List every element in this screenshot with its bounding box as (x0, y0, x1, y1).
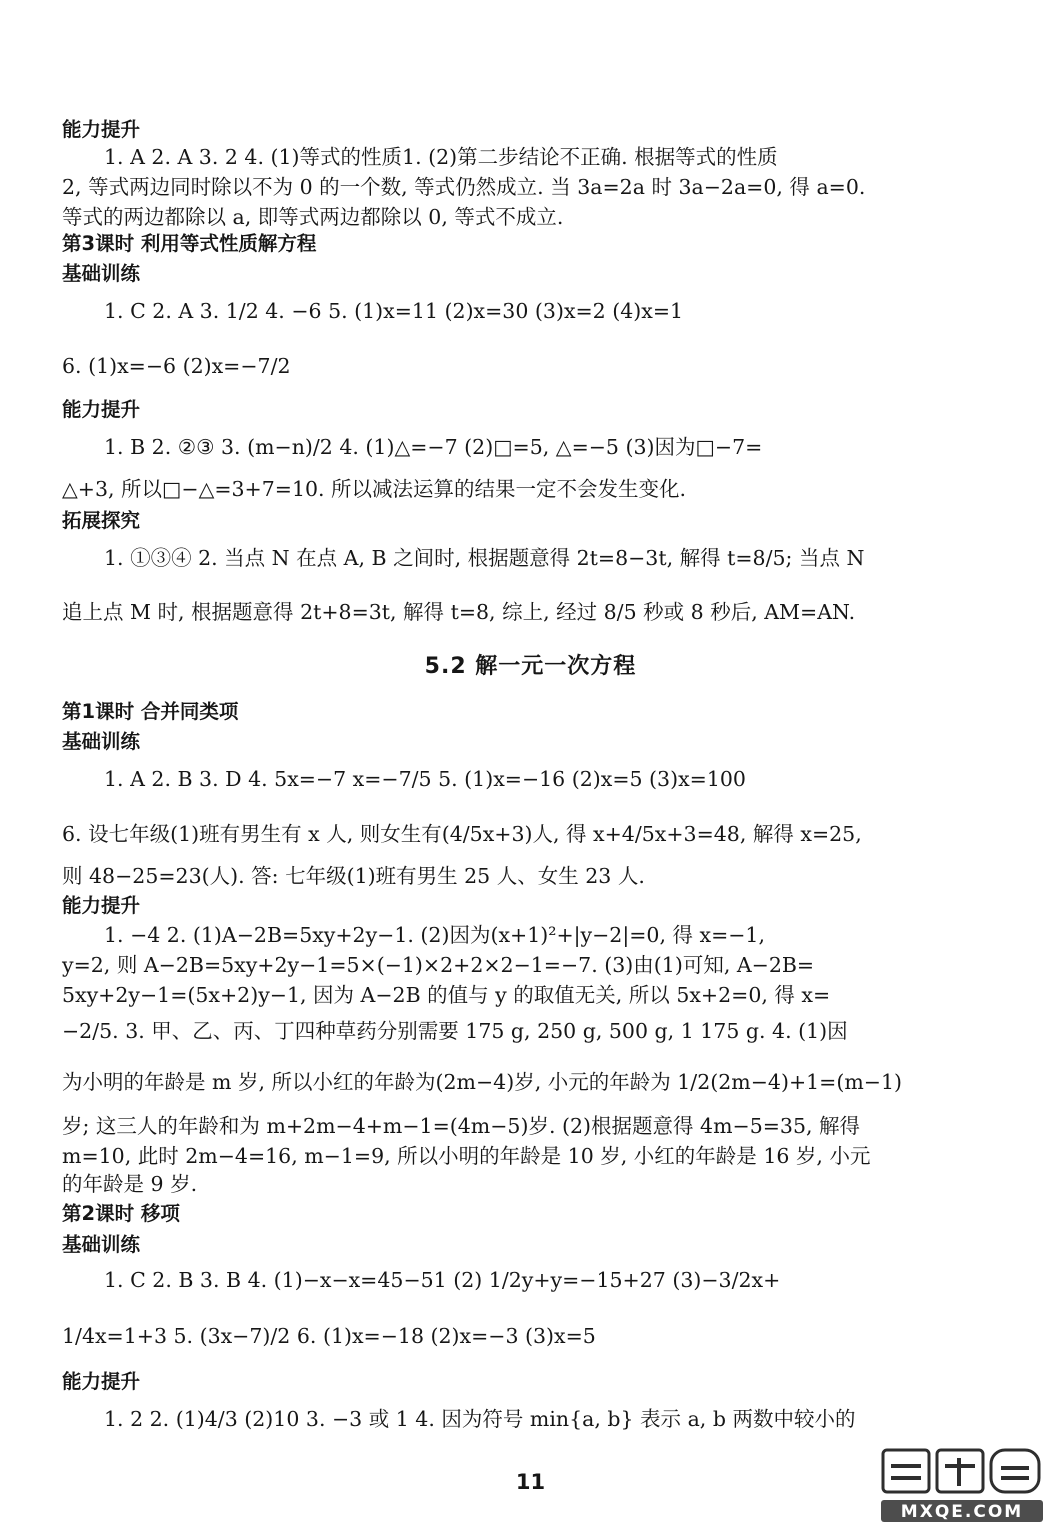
answer-line: 1. C 2. A 3. 1/2 4. −6 5. (1)x=11 (2)x=30 (3)x=2 (4)x=1 (104, 299, 684, 323)
section-heading: 能力提升 (62, 894, 141, 917)
section-heading: 基础训练 (62, 1233, 141, 1256)
section-heading: 基础训练 (62, 730, 141, 753)
answer-line: 则 48−25=23(人). 答: 七年级(1)班有男生 25 人、女生 23 人. (62, 864, 645, 888)
section-heading: 能力提升 (62, 118, 141, 141)
answer-line: 1. −4 2. (1)A−2B=5xy+2y−1. (2)因为(x+1)²+|y−2|=0, 得 x=−1, (104, 923, 765, 947)
answer-line: 1. B 2. ②③ 3. (m−n)/2 4. (1)△=−7 (2)□=5, △=−5 (3)因为□−7= (104, 435, 763, 459)
watermark-logo (877, 1444, 1047, 1526)
answer-line: 岁; 这三人的年龄和为 m+2m−4+m−1=(4m−5)岁. (2)根据题意得 4m−5=35, 解得 (62, 1114, 861, 1138)
answer-line: 追上点 M 时, 根据题意得 2t+8=3t, 解得 t=8, 综上, 经过 8/5 秒或 8 秒后, AM=AN. (62, 600, 856, 624)
answer-line: 6. (1)x=−6 (2)x=−7/2 (62, 354, 291, 378)
answer-line: 5xy+2y−1=(5x+2)y−1, 因为 A−2B 的值与 y 的取值无关, 所以 5x+2=0, 得 x= (62, 983, 831, 1007)
answer-line: y=2, 则 A−2B=5xy+2y−1=5×(−1)×2+2×2−1=−7. (3)由(1)可知, A−2B= (62, 953, 815, 977)
answer-line: 1/4x=1+3 5. (3x−7)/2 6. (1)x=−18 (2)x=−3 (3)x=5 (62, 1324, 596, 1348)
answer-line: 的年龄是 9 岁. (62, 1172, 198, 1196)
answer-line: −2/5. 3. 甲、乙、丙、丁四种草药分别需要 175 g, 250 g, 500 g, 1 175 g. 4. (1)因 (62, 1019, 848, 1043)
answer-line: 2, 等式两边同时除以不为 0 的一个数, 等式仍然成立. 当 3a=2a 时 3a−2a=0, 得 a=0. (62, 175, 866, 199)
answer-line: 1. ①③④ 2. 当点 N 在点 A, B 之间时, 根据题意得 2t=8−3t, 解得 t=8/5; 当点 N (104, 546, 865, 570)
answer-line: 1. A 2. B 3. D 4. 5x=−7 x=−7/5 5. (1)x=−16 (2)x=5 (3)x=100 (104, 767, 746, 791)
section-heading: 拓展探究 (62, 509, 141, 532)
answer-line: m=10, 此时 2m−4=16, m−1=9, 所以小明的年龄是 10 岁, 小红的年龄是 16 岁, 小元 (62, 1144, 871, 1168)
lesson-heading: 第1课时 合并同类项 (62, 700, 239, 723)
lesson-heading: 第3课时 利用等式性质解方程 (62, 232, 317, 255)
page-number: 11 (515, 1470, 546, 1494)
answer-line: △+3, 所以□−△=3+7=10. 所以减法运算的结果一定不会发生变化. (62, 477, 687, 501)
answer-line: 为小明的年龄是 m 岁, 所以小红的年龄为(2m−4)岁, 小元的年龄为 1/2(2m−4)+1=(m−1) (62, 1070, 902, 1094)
section-heading: 能力提升 (62, 1370, 141, 1393)
answer-line: 1. A 2. A 3. 2 4. (1)等式的性质1. (2)第二步结论不正确. 根据等式的性质 (104, 145, 778, 169)
section-heading: 能力提升 (62, 398, 141, 421)
answer-line: 1. 2 2. (1)4/3 (2)10 3. −3 或 1 4. 因为符号 min{a, b} 表示 a, b 两数中较小的 (104, 1407, 856, 1431)
answer-line: 1. C 2. B 3. B 4. (1)−x−x=45−51 (2) 1/2y+y=−15+27 (3)−3/2x+ (104, 1268, 781, 1292)
lesson-heading: 第2课时 移项 (62, 1202, 180, 1225)
chapter-title: 5.2 解一元一次方程 (424, 654, 637, 679)
section-heading: 基础训练 (62, 262, 141, 285)
svg-text:MXQE.COM: MXQE.COM (900, 1502, 1024, 1522)
answer-line: 等式的两边都除以 a, 即等式两边都除以 0, 等式不成立. (62, 205, 564, 229)
answer-line: 6. 设七年级(1)班有男生有 x 人, 则女生有(4/5x+3)人, 得 x+4/5x+3=48, 解得 x=25, (62, 822, 862, 846)
